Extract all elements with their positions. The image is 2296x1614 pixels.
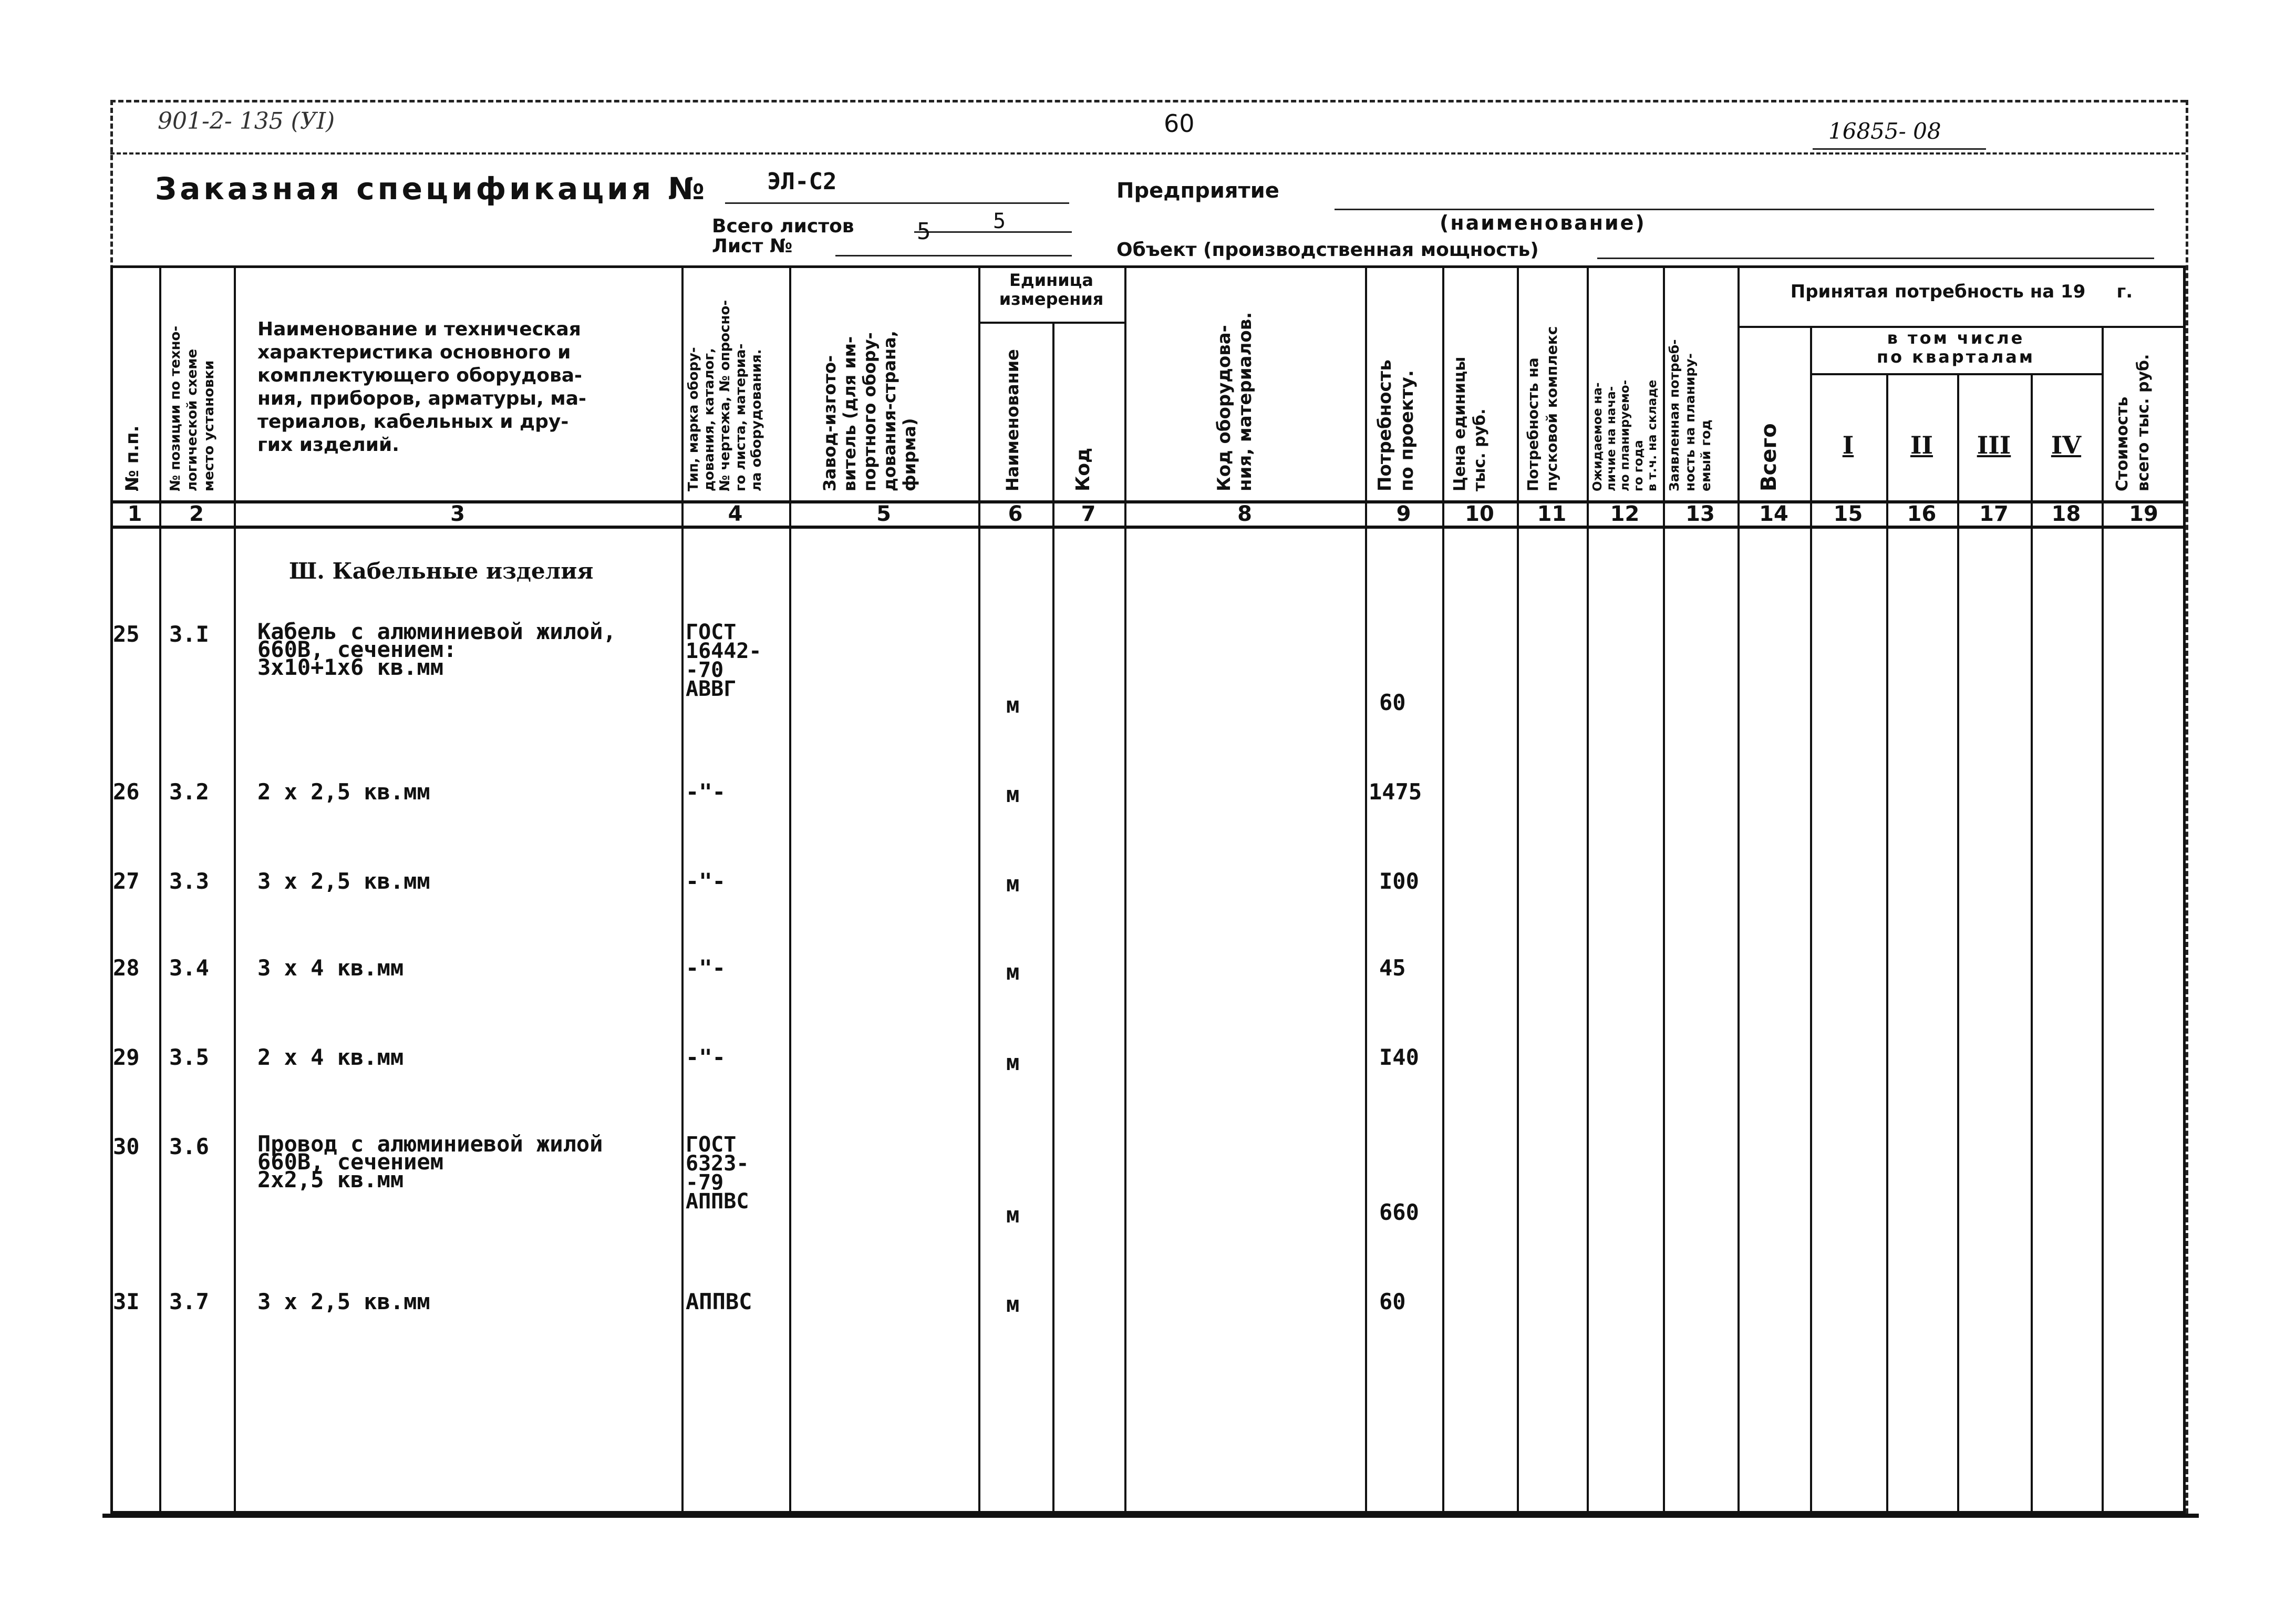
col-divider <box>1663 265 1665 1514</box>
row-type: ГОСТ 6323- -79 АППВС <box>686 1133 749 1214</box>
sheet-value: 5 <box>917 218 931 245</box>
table-bottom-border <box>102 1514 2199 1518</box>
col-divider <box>1587 265 1589 1514</box>
row-position: 3.6 <box>169 1134 209 1159</box>
col-header-7: Код <box>1072 447 1094 491</box>
col-divider <box>789 265 791 1514</box>
row-description: 2 х 2,5 кв.мм <box>257 779 430 805</box>
col-header-12: Ожидаемое на- личие на нача- ло планируемо- го года в т.ч. на складе <box>1591 379 1659 491</box>
name-caption: (наименование) <box>1440 211 1646 234</box>
col-number: 11 <box>1537 502 1567 526</box>
row-quantity: 660 <box>1379 1199 1419 1225</box>
col-header-11: Потребность на пусковой комплекс <box>1524 326 1560 491</box>
col-number: 2 <box>189 502 204 526</box>
col-divider <box>1957 373 1959 1514</box>
page-number: 60 <box>1164 109 1195 138</box>
object-label: Объект (производственная мощность) <box>1116 239 1539 261</box>
row-number: 28 <box>113 955 140 981</box>
spec-number-underline <box>725 202 1069 204</box>
header-divider <box>110 152 2186 155</box>
col-number: 4 <box>728 502 743 526</box>
row-description: Кабель с алюминиевой жилой, 660В, сечением: 3х10+1х6 кв.мм <box>257 619 616 680</box>
col-divider <box>2031 373 2033 1514</box>
row-position: 3.2 <box>169 779 209 805</box>
row-type: -"- <box>686 779 726 805</box>
col-header-5: Завод-изгото- витель (для им- портного обору- дования-страна, фирма) <box>820 331 919 491</box>
total-sheets-underline <box>914 231 1072 233</box>
col-number: 7 <box>1081 502 1096 526</box>
col-number: 14 <box>1759 502 1788 526</box>
row-position: 3.5 <box>169 1044 209 1070</box>
col-number: 3 <box>450 502 465 526</box>
col-header-9: Потребность по проекту. <box>1374 359 1418 491</box>
col-header-16: II <box>1910 431 1933 459</box>
row-unit: м <box>1006 1202 1020 1228</box>
row-description: 3 х 2,5 кв.мм <box>257 1289 430 1314</box>
col-number: 5 <box>876 502 891 526</box>
frame-top-border <box>110 100 2186 102</box>
section-title: Ш. Кабельные изделия <box>289 558 594 584</box>
col-divider <box>1124 265 1126 1514</box>
row-unit: м <box>1006 692 1020 718</box>
col-divider <box>1365 265 1367 1514</box>
enterprise-label: Предприятие <box>1116 179 1279 203</box>
row-number: 30 <box>113 1134 140 1159</box>
col-header-6: Наименование <box>1002 349 1022 491</box>
spec-title: Заказная спецификация № <box>155 171 708 207</box>
doc-code: 901-2- 135 (УI) <box>158 108 335 135</box>
col-number: 6 <box>1008 502 1023 526</box>
enterprise-underline <box>1335 209 2154 210</box>
col-divider <box>681 265 684 1514</box>
sheet-underline <box>835 255 1072 256</box>
unit-group-line <box>978 322 1124 324</box>
col-header-15: I <box>1842 431 1854 459</box>
col-divider <box>159 265 161 1514</box>
col-number: 15 <box>1833 502 1863 526</box>
row-description: 3 х 4 кв.мм <box>257 955 404 981</box>
row-type: -"- <box>686 955 726 981</box>
col-header-10: Цена единицы тыс. руб. <box>1451 356 1489 491</box>
col-divider <box>1517 265 1519 1514</box>
row-position: 3.7 <box>169 1289 209 1314</box>
frame-right-border <box>2186 100 2188 1514</box>
spec-number: ЭЛ-С2 <box>767 168 837 195</box>
unit-group-header: Единица измерения <box>999 270 1104 309</box>
col-number: 9 <box>1396 502 1411 526</box>
row-quantity: 60 <box>1379 690 1406 715</box>
col-number: 16 <box>1907 502 1937 526</box>
row-position: 3.I <box>169 621 209 647</box>
row-number: 29 <box>113 1044 140 1070</box>
col-number: 17 <box>1979 502 2009 526</box>
row-type: ГОСТ 16442- -70 АВВГ <box>686 620 762 701</box>
row-unit: м <box>1006 959 1020 985</box>
col-divider <box>234 265 236 1514</box>
row-type: АППВС <box>686 1289 752 1314</box>
row-quantity: 60 <box>1379 1289 1406 1314</box>
row-quantity: I00 <box>1379 868 1419 894</box>
col-header-3: Наименование и техническая характеристика основного и комплектующего оборудова- ния, приборов, арматуры, ма- териалов, кабельных и дру- гих изделий. <box>257 318 586 456</box>
total-sheets-label: Всего листов <box>712 215 854 237</box>
row-description: Провод с алюминиевой жилой 660В, сечением 2х2,5 кв.мм <box>257 1131 603 1192</box>
col-number: 18 <box>2051 502 2081 526</box>
row-quantity: 45 <box>1379 955 1406 981</box>
row-unit: м <box>1006 782 1020 807</box>
quarters-group-line <box>1810 373 2102 375</box>
row-unit: м <box>1006 1050 1020 1075</box>
row-position: 3.4 <box>169 955 209 981</box>
col-header-17: III <box>1977 431 2011 459</box>
col-divider <box>1442 265 1444 1514</box>
row-number: 3I <box>113 1289 140 1314</box>
archive-underline <box>1813 148 1986 150</box>
col-header-4: Тип, марка обору- дования, каталог, № чертежа, № опросно- го листа, материа- ла оборудования. <box>686 300 764 491</box>
col-number: 10 <box>1465 502 1494 526</box>
row-number: 26 <box>113 779 140 805</box>
sheet-label: Лист № <box>712 235 793 257</box>
col-header-1: № п.п. <box>122 425 143 491</box>
col-header-8: Код оборудова- ния, материалов. <box>1214 312 1256 491</box>
row-quantity: 1475 <box>1369 779 1422 805</box>
row-unit: м <box>1006 1291 1020 1317</box>
col-header-14: Всего <box>1757 423 1781 491</box>
col-number: 8 <box>1237 502 1252 526</box>
col-number: 12 <box>1610 502 1640 526</box>
row-type: -"- <box>686 868 726 894</box>
row-type: -"- <box>686 1044 726 1070</box>
col-header-13: Заявленная потреб- ность на планиру- емый год <box>1667 339 1713 491</box>
object-underline <box>1597 258 2154 259</box>
col-divider <box>978 265 980 1514</box>
archive-number: 16855- 08 <box>1828 118 1941 144</box>
col-divider <box>1737 265 1740 1514</box>
row-quantity: I40 <box>1379 1044 1419 1070</box>
row-number: 27 <box>113 868 140 894</box>
col-header-19: Стоимость всего тыс. руб. <box>2113 354 2153 491</box>
col-number: 19 <box>2129 502 2158 526</box>
quarters-group-header: в том числе по кварталам <box>1876 328 2035 367</box>
col-header-18: IV <box>2051 431 2082 459</box>
col-divider <box>1886 373 1888 1514</box>
col-number: 13 <box>1685 502 1715 526</box>
total-sheets-value: 5 <box>993 209 1006 233</box>
row-description: 2 х 4 кв.мм <box>257 1044 404 1070</box>
row-position: 3.3 <box>169 868 209 894</box>
col-number: 1 <box>127 502 142 526</box>
row-unit: м <box>1006 871 1020 897</box>
row-number: 25 <box>113 621 140 647</box>
col-header-2: № позиции по техно- логической схеме место установки <box>168 325 217 491</box>
accepted-group-header: Принятая потребность на 19 г. <box>1790 281 2133 302</box>
row-description: 3 х 2,5 кв.мм <box>257 868 430 894</box>
